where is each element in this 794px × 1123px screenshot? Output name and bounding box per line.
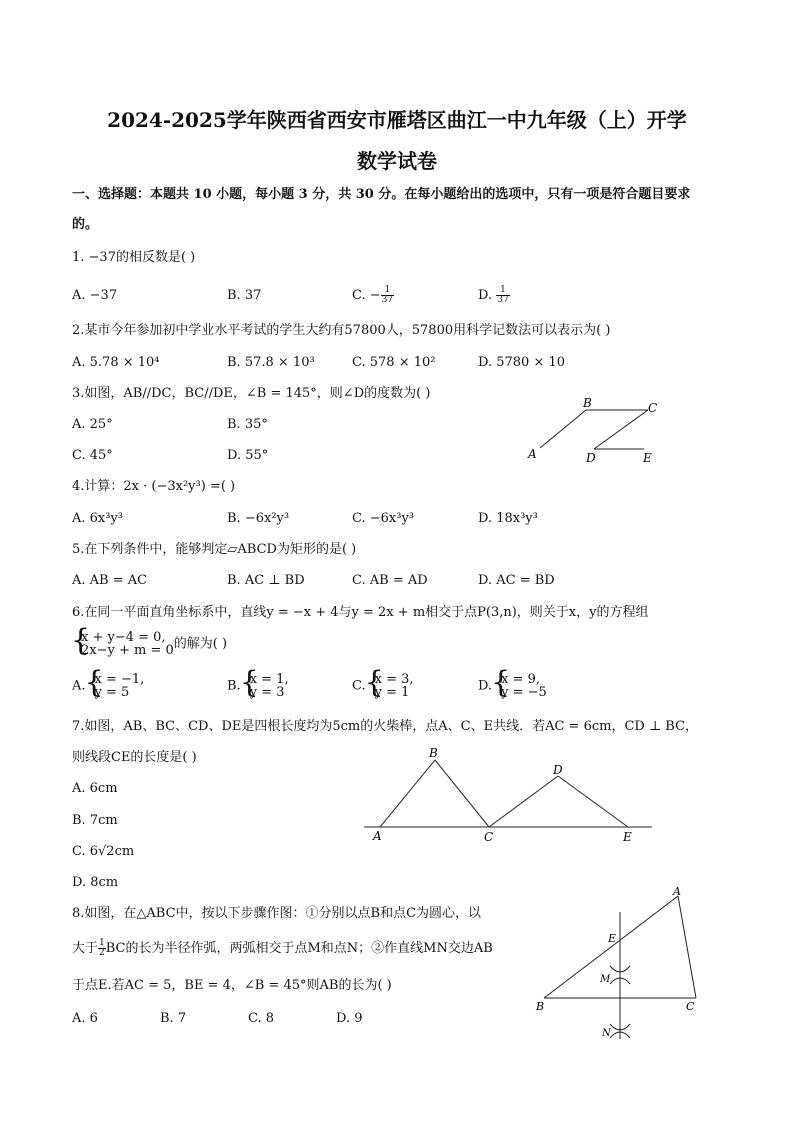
q8-stem-line2: [72, 939, 493, 958]
q4-option-a: A. 6x³y³: [72, 511, 124, 526]
q5-option-c: C. AB = AD: [352, 573, 428, 588]
q7-label-b: B: [429, 746, 438, 760]
paper-title-line1: 2024-2025学年陕西省西安市雁塔区曲江一中九年级（上）开学: [107, 108, 687, 132]
q8-label-m: M: [600, 974, 611, 985]
q2-option-b: B. 57.8 × 10³: [227, 355, 315, 370]
q3-label-c: C: [648, 401, 658, 415]
q7-segment-bc: [435, 760, 489, 827]
q6-equation-1: { x + y−4 = 0,: [81, 630, 166, 645]
q6-option-d-system: [492, 673, 547, 699]
q3-figure-parallel-lines: [520, 392, 680, 468]
q6-system-tail: 的解为( ): [173, 636, 228, 652]
q1-stem: 1. −37的相反数是( ): [72, 250, 196, 265]
q3-stem: 3.如图，AB//DC，BC//DE，∠B = 145°，则∠D的度数为( ): [72, 386, 431, 401]
q7-label-d: D: [553, 763, 563, 777]
section-header-line1: 一、选择题：本题共 10 小题，每小题 3 分，共 30 分。在每小题给出的选项中，只有一项是符合题目要求: [72, 187, 691, 202]
q6-option-b-label: B.: [227, 678, 241, 694]
q8-stem-line2-pre: 大于: [72, 941, 99, 956]
q2-option-c: C. 578 × 10²: [352, 355, 436, 370]
q7-option-b: B. 7cm: [72, 813, 118, 828]
q8-stem-line1: 8.如图，在△ABC中，按以下步骤作图：①分别以点B和点C为圆心，以: [72, 906, 482, 921]
q4-option-d: D. 18x³y³: [478, 511, 538, 526]
q5-option-b: B. AC ⊥ BD: [227, 573, 305, 588]
q1-option-d-prefix: D.: [478, 288, 497, 303]
q2-stem: 2.某市今年参加初中学业水平考试的学生大约有57800人，57800用科学记数法可以表示为( ): [72, 323, 611, 338]
q6-option-a-label: A.: [72, 678, 86, 694]
q6-option-b-x: { x = 1,: [249, 672, 289, 687]
q8-label-b: B: [536, 1000, 545, 1013]
q3-option-a: A. 25°: [72, 417, 113, 432]
q7-label-e: E: [623, 830, 632, 844]
q1-option-d-denominator: 37: [497, 295, 509, 305]
q6-system: [72, 631, 227, 657]
q3-option-b: B. 35°: [227, 417, 268, 432]
q8-figure-triangle-construction: [530, 884, 710, 1044]
q5-option-d: D. AC = BD: [478, 573, 555, 588]
q6-option-c: [352, 673, 414, 699]
q5-option-a: A. AB = AC: [72, 573, 148, 588]
q3-label-e: E: [643, 451, 652, 465]
q4-option-b: B. −6x²y³: [227, 511, 290, 526]
q2-option-d: D. 5780 × 10: [478, 355, 566, 370]
q6-option-b: [227, 673, 289, 699]
q6-option-d: [478, 673, 547, 699]
q7-stem-line1: 7.如图，AB、BC、CD、DE是四根长度均为5cm的火柴棒，点A、C、E共线．若AC = 6cm，CD ⊥ BC，: [72, 719, 699, 734]
q6-option-d-x: { x = 9,: [501, 672, 540, 687]
q7-option-d: D. 8cm: [72, 875, 119, 890]
q6-option-c-system: [366, 673, 414, 699]
q4-stem: 4.计算：2x · (−3x²y³) =( ): [72, 479, 236, 494]
q7-stem-line2: 则线段CE的长度是( ): [72, 750, 197, 765]
q8-label-n: N: [602, 1028, 611, 1039]
q4-option-c: C. −6x³y³: [352, 511, 415, 526]
q1-option-c-prefix: C. −: [352, 288, 381, 303]
q6-option-c-label: C.: [352, 678, 366, 694]
q6-stem: 6.在同一平面直角坐标系中，直线y = −x + 4与y = 2x + m相交于点P(3,n)，则关于x，y的方程组: [72, 605, 649, 620]
q1-option-d-fraction: [496, 286, 509, 305]
q8-option-a: A. 6: [72, 1011, 98, 1026]
q1-option-b: B. 37: [227, 288, 262, 303]
q8-label-c: C: [686, 1000, 695, 1013]
q1-option-c-fraction: [381, 286, 394, 305]
q3-segment-cd: [594, 410, 648, 449]
q8-label-a: A: [673, 885, 681, 898]
q6-equation-system: [72, 631, 174, 657]
q8-stem-line3: 于点E.若AC = 5，BE = 4，∠B = 45°则AB的长为( ): [72, 978, 392, 993]
q1-option-c: [352, 286, 394, 305]
q6-option-a-x: { x = −1,: [94, 672, 145, 687]
q7-segment-de: [558, 776, 628, 827]
q3-label-b: B: [583, 396, 592, 410]
q7-label-c: C: [484, 830, 494, 844]
q1-option-c-denominator: 37: [381, 295, 394, 305]
q8-half-numerator: 1: [99, 938, 105, 948]
q7-figure-matchsticks: [360, 742, 660, 846]
q6-option-c-x: { x = 3,: [374, 672, 414, 687]
q8-half-denominator: 2: [99, 948, 105, 958]
q3-option-d: D. 55°: [227, 448, 269, 463]
q1-option-a: A. −37: [72, 288, 118, 303]
q6-option-a-y: y = 5: [94, 685, 130, 700]
q7-option-c: C. 6√2cm: [72, 844, 135, 859]
q6-option-a: [72, 673, 144, 699]
q6-equation-2: 2x−y + m = 0: [81, 643, 174, 658]
q8-option-d: D. 9: [336, 1011, 363, 1026]
paper-title-line2: 数学试卷: [357, 149, 437, 173]
section-header-line2: 的。: [72, 217, 99, 232]
q8-option-c: C. 8: [248, 1011, 275, 1026]
q7-option-a: A. 6cm: [72, 781, 118, 796]
q6-option-d-label: D.: [478, 678, 493, 694]
q3-label-d: D: [586, 451, 596, 465]
q8-side-ac: [678, 896, 696, 998]
q6-option-b-y: y = 3: [249, 685, 285, 700]
q5-stem: 5.在下列条件中，能够判定▱ABCD为矩形的是( ): [72, 542, 357, 557]
q8-half-fraction: [98, 939, 106, 958]
q8-label-e: E: [608, 932, 617, 945]
q8-option-b: B. 7: [160, 1011, 187, 1026]
q6-option-c-y: y = 1: [374, 685, 410, 700]
q6-option-b-system: [241, 673, 289, 699]
q6-option-d-y: y = −5: [501, 685, 547, 700]
q7-segment-ab: [380, 760, 435, 827]
q1-option-c-numerator: 1: [381, 286, 394, 296]
q7-label-a: A: [373, 829, 382, 843]
q6-option-a-system: [86, 673, 145, 699]
q7-segment-cd: [489, 776, 558, 827]
q8-stem-line2-post: BC的长为半径作弧，两弧相交于点M和点N；②作直线MN交边AB: [105, 941, 493, 956]
q3-label-a: A: [528, 447, 537, 461]
q3-option-c: C. 45°: [72, 448, 113, 463]
q3-segment-ab: [540, 410, 586, 448]
q1-option-d-numerator: 1: [496, 286, 509, 296]
q1-option-d: [478, 286, 510, 305]
q2-option-a: A. 5.78 × 10⁴: [72, 355, 160, 370]
